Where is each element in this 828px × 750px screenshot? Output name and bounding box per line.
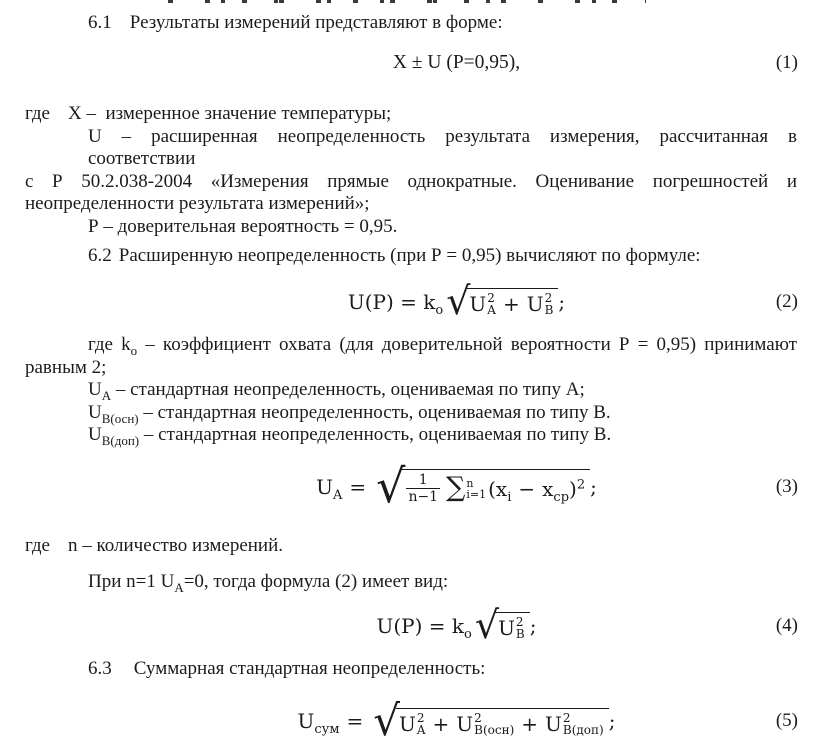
formula-1-number: (1)	[775, 52, 798, 73]
plus-operator: +	[502, 291, 520, 316]
equals-sign: =	[349, 475, 367, 499]
where-1-line-1	[25, 103, 797, 126]
formula-3-radicand	[400, 469, 590, 505]
where-1-line-5-text: Р – доверительная вероятность = 0,95.	[88, 215, 398, 237]
u-a-subscript: А	[174, 579, 184, 595]
section-6-1-heading	[88, 12, 503, 34]
where-2-line-4: $U_{В(осн)}$ – стандартная неопределенность, оцениваемая по типу В.	[88, 401, 611, 426]
u-b-dop-subscript: В(доп)	[101, 433, 140, 449]
formula-3-lhs: $U_A$	[316, 475, 343, 503]
plus-operator: +	[521, 712, 539, 737]
paragraph-n-equals-1: При n=1 $U_А=0$, тогда формула (2) имеет вид:	[88, 571, 449, 595]
sigma-limits: n i=1	[466, 476, 487, 501]
formula-5-number: (5)	[775, 710, 798, 731]
formula-5-tail: ;	[608, 709, 616, 733]
k-subscript: о	[130, 342, 138, 358]
formula-2-tail: ;	[558, 290, 566, 314]
where-2-line-3: $U_А$ – стандартная неопределенность, оцениваемая по типу А;	[88, 379, 585, 403]
where-1-line-2	[25, 126, 797, 171]
section-6-2-title: Расширенную неопределенность (при Р = 0,95) вычисляют по формуле:	[118, 245, 701, 266]
u-b-osn-squared: 2 В(осн)	[474, 711, 515, 738]
where-2-line-2: равным 2;	[25, 356, 107, 378]
where-2-line-1: где $k_о$ – коэффициент охвата (для доверительной вероятности Р = 0,95) принимают	[88, 334, 797, 358]
u-b-squared: 2 B	[515, 614, 525, 641]
equals-sign: =	[346, 709, 364, 733]
section-6-1-title: Результаты измерений представляют в форме:	[129, 12, 503, 33]
formula-3-tail: ;	[590, 475, 597, 499]
one-over-n-minus-1: $\frac{1}{n-1}$	[408, 471, 439, 505]
coverage-factor-subscript: о	[435, 303, 444, 318]
where-lead: где	[25, 103, 50, 124]
where-2-line-5: $U_{В(доп)}$ – стандартная неопределенность, оцениваемая по типу В.	[88, 424, 612, 449]
formula-5-lhs: $U_{сум}$	[297, 709, 340, 737]
u-b-dop-squared: 2 В(доп)	[562, 711, 604, 738]
formula-4-expression	[376, 603, 537, 648]
section-6-2-number: 6.2	[88, 245, 112, 266]
formula-5-radicand: U 2 A + U 2 В(осн) + U 2 В(доп)	[396, 708, 609, 737]
u-a-squared: 2 A	[416, 711, 426, 738]
where-block-3	[25, 535, 797, 558]
u-a-subscript: А	[101, 387, 112, 403]
where-3-text: n – количество измерений.	[68, 535, 284, 556]
formula-5-expression	[297, 695, 616, 745]
section-6-1-number: 6.1	[88, 12, 112, 33]
where-1-line-3	[25, 171, 797, 194]
section-6-2-heading	[88, 245, 701, 267]
section-6-3-title: Суммарная стандартная неопределенность:	[133, 658, 486, 679]
sigma-icon: ∑	[446, 472, 466, 504]
formula-1-body: Х ± U (Р=0,95),	[392, 52, 521, 73]
formula-3-expression	[316, 459, 597, 514]
formula-5-radical	[373, 695, 608, 745]
formula-2-radicand: U 2 A + U 2 B	[466, 288, 558, 317]
formula-5-row	[0, 690, 828, 750]
formula-3-radical	[376, 459, 590, 514]
formula-4-tail: ;	[529, 614, 537, 638]
where-block-2	[25, 334, 797, 447]
where-1-line-4	[25, 193, 797, 216]
u-b-squared: 2 B	[544, 290, 554, 317]
formula-4-lhs: $U(P) = k_о$	[376, 614, 472, 642]
formula-2-row	[0, 281, 828, 323]
formula-4-number: (4)	[775, 615, 798, 636]
where-1-line-4-text: неопределенности результата измерений»;	[25, 193, 370, 215]
radical-sign-icon: √	[373, 695, 400, 745]
radical-sign-icon: √	[474, 603, 500, 648]
radical-sign-icon: √	[446, 279, 471, 324]
where-lead: где	[25, 535, 50, 556]
term-xcp: $x_{ср})^2$	[542, 476, 586, 505]
formula-3-row	[0, 458, 828, 516]
formula-2-number: (2)	[775, 291, 798, 312]
formula-4-radicand: U 2 B	[495, 612, 530, 641]
term-xi: ($x_i$	[488, 476, 512, 505]
formula-1-row	[0, 48, 828, 78]
formula-3-number: (3)	[775, 476, 798, 497]
formula-4-radical	[474, 603, 530, 648]
section-6-3-number: 6.3	[88, 658, 112, 679]
radical-sign-icon: √	[376, 459, 406, 514]
where-block-1	[25, 103, 797, 239]
where-1-line-5	[25, 216, 797, 239]
clipped-heading-remnant	[168, 0, 646, 3]
formula-2-radical	[446, 279, 558, 324]
where-1-line-1-text: Х – измеренное значение температуры;	[68, 103, 392, 124]
plus-operator: +	[432, 712, 450, 737]
u-b-osn-subscript: В(осн)	[101, 410, 139, 426]
section-6-3-heading	[88, 658, 485, 680]
formula-2-lhs: $U(P) = k_о$	[347, 290, 444, 318]
formula-4-row	[0, 603, 828, 648]
formula-2-expression	[347, 279, 566, 324]
where-3-line	[25, 535, 797, 558]
u-a-squared: 2 A	[487, 290, 496, 317]
formula-1-expression	[393, 52, 520, 74]
where-1-line-3-text: с Р 50.2.038-2004 «Измерения прямые однократные. Оценивание погрешностей и	[25, 170, 797, 192]
where-1-line-2-text: U – расширенная неопределенность результата измерения, рассчитанная в соответствии	[88, 125, 797, 170]
minus-operator: −	[518, 476, 536, 501]
